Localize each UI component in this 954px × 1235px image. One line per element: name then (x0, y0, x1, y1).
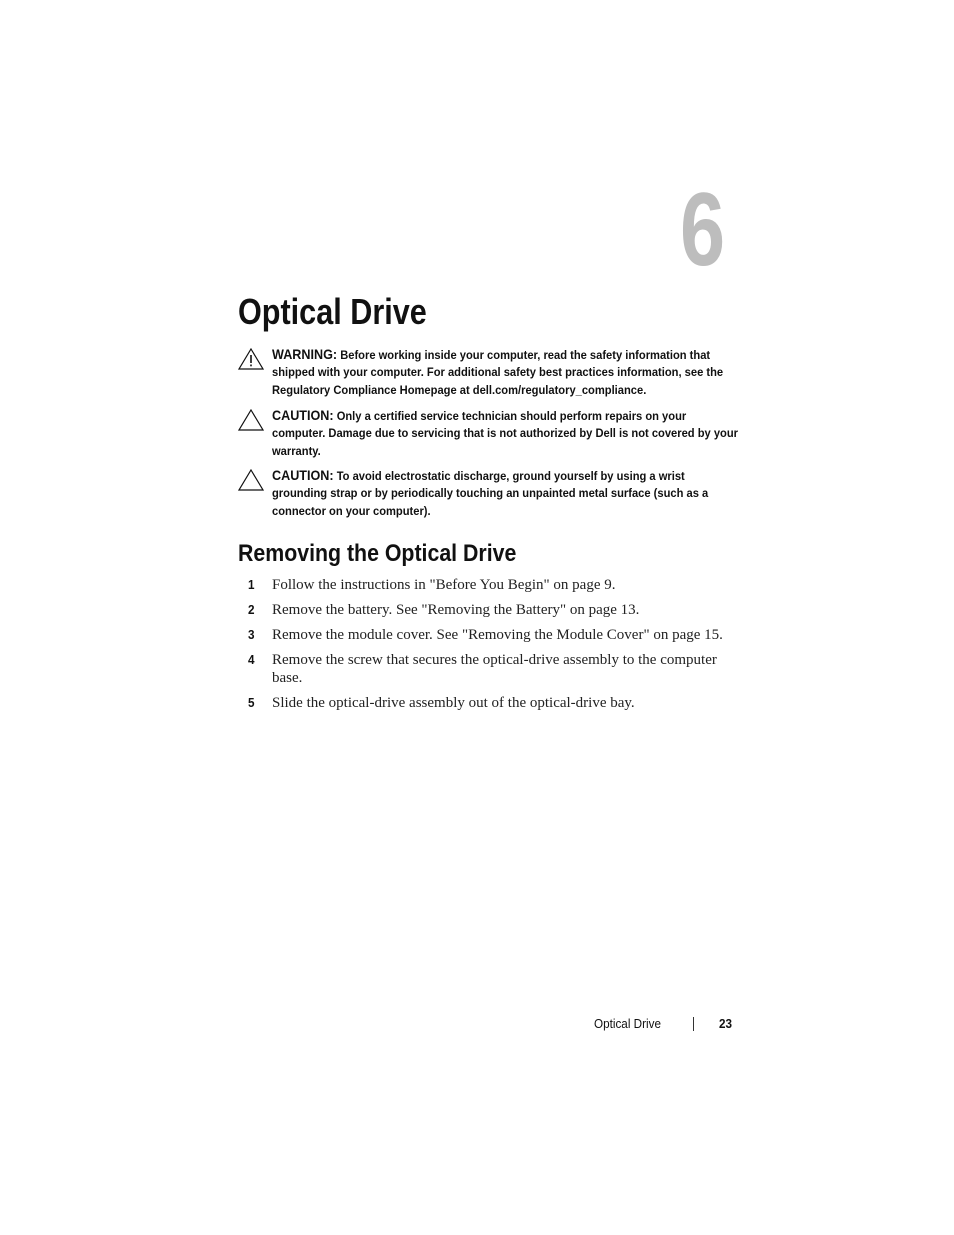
chapter-title: Optical Drive (238, 291, 427, 332)
warning-label: WARNING: (272, 346, 338, 362)
page-number: 23 (719, 1016, 733, 1031)
step-text: Remove the module cover. See "Removing the Module Cover" on page 15. (272, 627, 723, 643)
caution-icon (238, 409, 264, 431)
step-number: 5 (248, 695, 255, 710)
list-item (238, 626, 748, 644)
list-item (238, 694, 748, 712)
warning-icon (238, 348, 264, 370)
footer-title: Optical Drive (594, 1016, 661, 1031)
list-item (238, 601, 748, 619)
steps-list (238, 576, 748, 712)
step-number: 2 (248, 602, 255, 617)
page-footer (594, 1015, 740, 1035)
list-item (238, 576, 748, 594)
step-number: 4 (248, 652, 255, 667)
step-text: Follow the instructions in "Before You Begin" on page 9. (272, 577, 616, 593)
step-number: 1 (248, 577, 255, 592)
caution-text: To avoid electrostatic discharge, ground yourself by using a wrist grounding strap or by periodically touching an unpainted metal surface (such as a connector on your computer). (272, 469, 709, 518)
step-number: 3 (248, 627, 255, 642)
list-item (238, 651, 748, 687)
caution-label: CAUTION: (272, 407, 334, 423)
step-text: Remove the screw that secures the optical-drive assembly to the computer base. (272, 652, 717, 686)
step-text: Slide the optical-drive assembly out of the optical-drive bay. (272, 695, 635, 711)
caution-label: CAUTION: (272, 467, 334, 483)
footer-divider (693, 1017, 694, 1031)
chapter-number: 6 (680, 172, 724, 288)
caution-text: Only a certified service technician should perform repairs on your computer. Damage due to servicing that is not authorized by Dell is not covered by your warranty. (272, 409, 738, 458)
step-text: Remove the battery. See "Removing the Battery" on page 13. (272, 602, 640, 618)
warning-text: Before working inside your computer, read the safety information that shipped with your computer. For additional safety best practices information, see the Regulatory Compliance Homepage at dell.com/regulatory_compliance. (272, 348, 724, 397)
caution-icon (238, 469, 264, 491)
section-title: Removing the Optical Drive (238, 540, 517, 567)
